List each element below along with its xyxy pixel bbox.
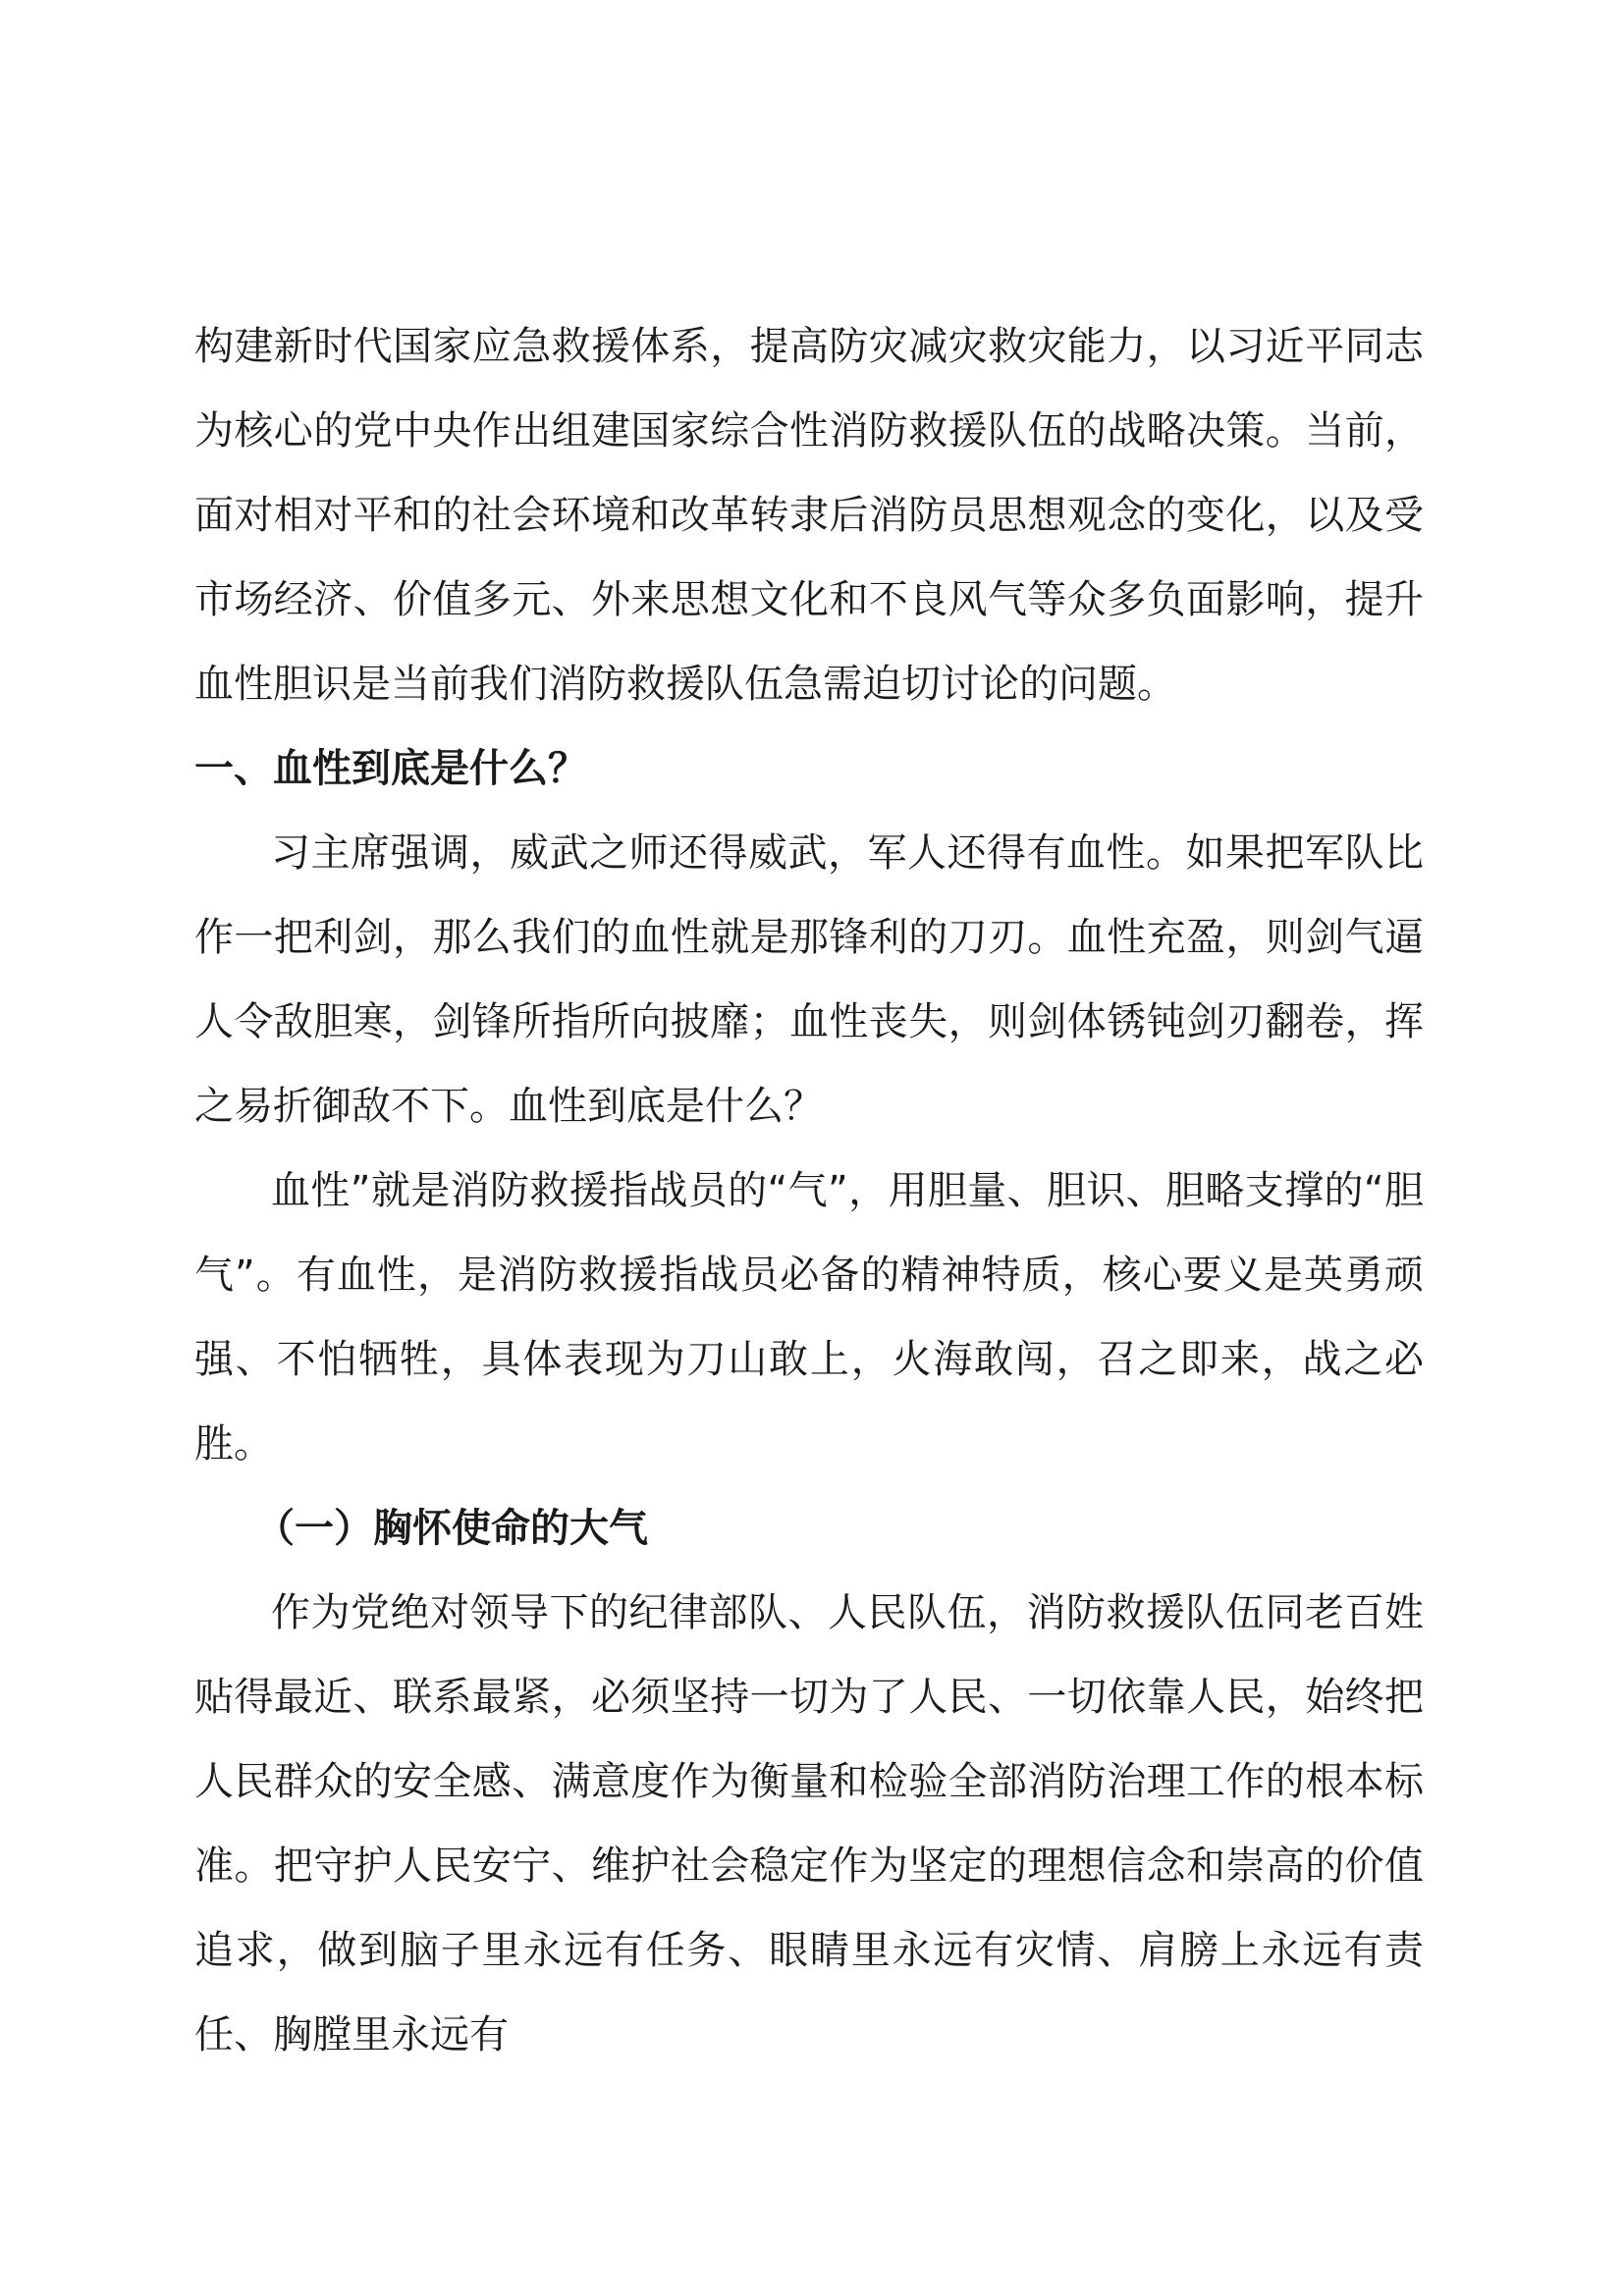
intro-paragraph: 构建新时代国家应急救援体系，提高防灾减灾救灾能力，以习近平同志为核心的党中央作出组建国家综合性消防救援队伍的战略决策。当前，面对相对平和的社会环境和改革转隶后消防员思想观念的变化，以及受市场经济、价值多元、外来思想文化和不良风气等众多负面影响，提升血性胆识是当前我们消防救援队伍急需迫切讨论的问题。 [194, 324, 1424, 707]
section-heading-1: 一、血性到底是什么？ [194, 746, 587, 791]
subsection1-paragraph-1: 作为党绝对领导下的纪律部队、人民队伍，消防救援队伍同老百姓贴得最近、联系最紧，必须坚持一切为了人民、一切依靠人民，始终把人民群众的安全感、满意度作为衡量和检验全部消防治理工作的根本标准。把守护人民安宁、维护社会稳定作为坚定的理想信念和崇高的价值追求，做到脑子里永远有任务、眼睛里永远有灾情、肩膀上永远有责任、胸膛里永远有 [194, 1590, 1424, 2057]
section1-paragraph-1: 习主席强调，威武之师还得威武，军人还得有血性。如果把军队比作一把利剑，那么我们的血性就是那锋利的刀刃。血性充盈，则剑气逼人令敌胆寒，剑锋所指所向披靡；血性丧失，则剑体锈钝剑刃翻卷，挥之易折御敌不下。血性到底是什么？ [194, 830, 1424, 1129]
section1-paragraph-2: 血性”就是消防救援指战员的“气”，用胆量、胆识、胆略支撑的“胆气”。有血性，是消防救援指战员必备的精神特质，核心要义是英勇顽强、不怕牺牲，具体表现为刀山敢上，火海敢闯，召之即来，战之必胜。 [194, 1168, 1424, 1467]
subsection-heading-1: （一）胸怀使命的大气 [255, 1506, 648, 1551]
document-page [194, 304, 1424, 2077]
